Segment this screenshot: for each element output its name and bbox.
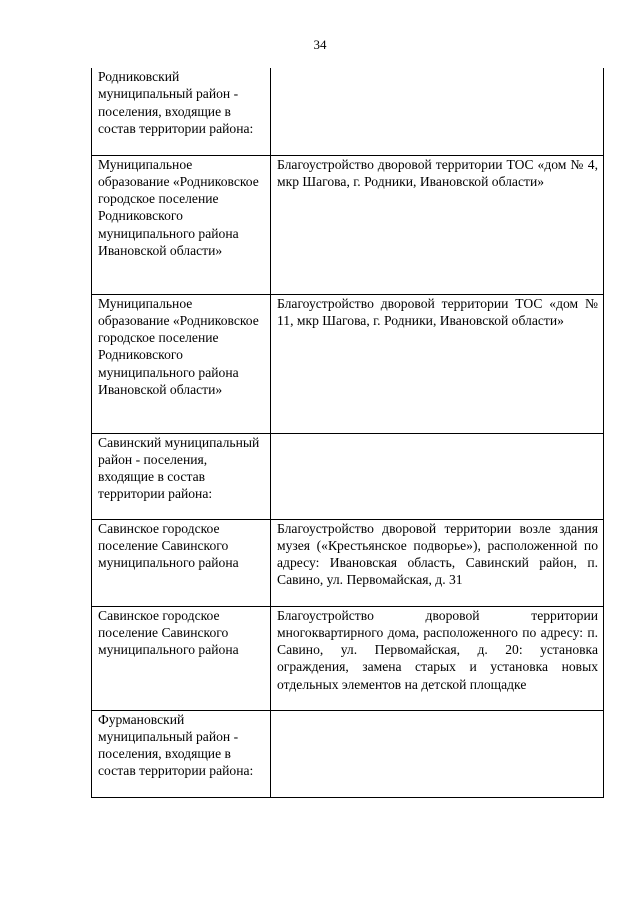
table-cell-project <box>271 433 604 519</box>
page-number: 34 <box>313 37 327 52</box>
table-row <box>92 155 604 294</box>
table-cell-project: Благоустройство дворовой территории ТОС «дом № 11, мкр Шагова, г. Родники, Ивановской области» <box>271 294 604 433</box>
table-cell-project <box>271 710 604 797</box>
table-cell-project <box>271 68 604 155</box>
table-row <box>92 710 604 797</box>
table-row <box>92 519 604 606</box>
table-cell-municipality: Савинское городское поселение Савинского муниципального района <box>92 519 271 606</box>
table-cell-project: Благоустройство дворовой территории многоквартирного дома, расположенного по адресу: п. Савино, ул. Первомайская, д. 20: установка ограждения, замена старых и установка новых отдельных элементов на детской площадке <box>271 606 604 710</box>
table-cell-municipality: Родниковский муниципальный район - поселения, входящие в состав территории района: <box>92 68 271 155</box>
table-row <box>92 68 604 155</box>
table-cell-municipality: Савинское городское поселение Савинского муниципального района <box>92 606 271 710</box>
table-cell-municipality: Савинский муниципальный район - поселения, входящие в состав территории района: <box>92 433 271 519</box>
table-cell-project: Благоустройство дворовой территории ТОС «дом № 4, мкр Шагова, г. Родники, Ивановской области» <box>271 155 604 294</box>
document-table <box>91 68 604 798</box>
table-cell-municipality: Муниципальное образование «Родниковское городское поселение Родниковского муниципального района Ивановской области» <box>92 155 271 294</box>
table-cell-municipality: Муниципальное образование «Родниковское городское поселение Родниковского муниципального района Ивановской области» <box>92 294 271 433</box>
table-row <box>92 433 604 519</box>
table-row <box>92 294 604 433</box>
table-cell-project: Благоустройство дворовой территории возле здания музея («Крестьянское подворье»), расположенной по адресу: Ивановская область, Савинский район, п. Савино, ул. Первомайская, д. 31 <box>271 519 604 606</box>
table-row <box>92 606 604 710</box>
table-cell-municipality: Фурмановский муниципальный район - поселения, входящие в состав территории района: <box>92 710 271 797</box>
